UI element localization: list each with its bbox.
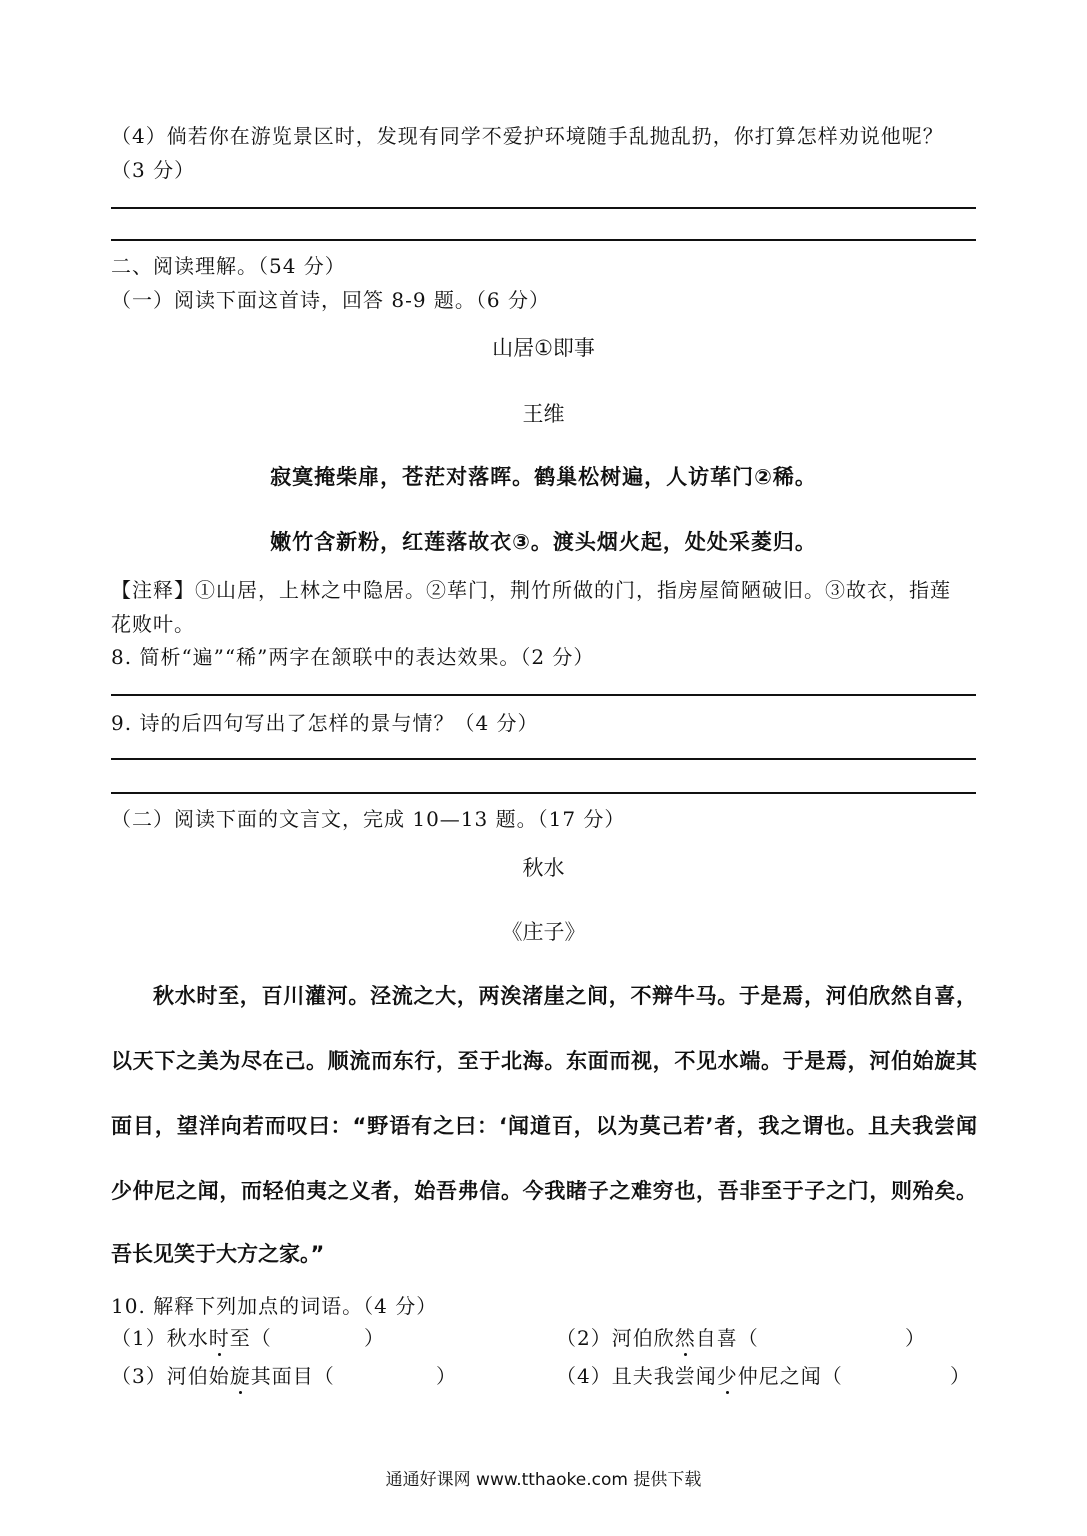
poem-line: 寂寞掩柴扉，苍茫对落晖。鹤巢松树遍，人访荜门②稀。 — [270, 465, 817, 489]
q10-item-text: （3）河伯始 — [111, 1364, 230, 1388]
q10-item-text: 自喜（ — [695, 1326, 759, 1350]
poem-note: 花败叶。 — [111, 612, 195, 636]
question-8: 8. 简析“遍”“稀”两字在颔联中的表达效果。（2 分） — [111, 645, 595, 669]
q10-item-1-close: ） — [364, 1326, 385, 1350]
q10-item-3-close: ） — [436, 1364, 457, 1388]
section-heading: 二、阅读理解。（54 分） — [111, 254, 346, 278]
passage-source: 《庄子》 — [501, 920, 586, 944]
q10-item-text: 至（ — [229, 1326, 272, 1350]
passage-line: 面目，望洋向若而叹曰：“野语有之曰：‘闻道百，以为莫己若’者，我之谓也。且夫我尝闻 — [111, 1114, 977, 1138]
dotted-word: 然 — [674, 1326, 696, 1350]
passage-line: 吾长见笑于大方之家。” — [111, 1242, 325, 1266]
q10-item-1 — [111, 1322, 272, 1351]
passage-line: 以天下之美为尽在己。顺流而东行，至于北海。东面而视，不见水端。于是焉，河伯始旋其 — [111, 1049, 977, 1073]
poem-author: 王维 — [522, 402, 565, 426]
q10-item-2 — [556, 1322, 759, 1351]
dotted-word: 时 — [208, 1326, 230, 1350]
q10-item-text: （2）河伯欣 — [556, 1326, 675, 1350]
q10-item-text: 其面目（ — [250, 1364, 335, 1388]
q10-item-2-close: ） — [905, 1326, 926, 1350]
part2-intro: （二）阅读下面的文言文，完成 10—13 题。（17 分） — [111, 807, 626, 831]
poem-title: 山居①即事 — [492, 336, 595, 360]
answer-line — [111, 792, 976, 794]
passage-title: 秋水 — [522, 856, 565, 880]
poem-note: 【注释】①山居，上林之中隐居。②荜门，荆竹所做的门，指房屋简陋破旧。③故衣，指莲 — [111, 578, 951, 602]
passage-line: 秋水时至，百川灌河。泾流之大，两涘渚崖之间，不辩牛马。于是焉，河伯欣然自喜， — [153, 984, 977, 1008]
q4-line2: （3 分） — [111, 158, 196, 182]
q10-item-text: 仲尼之闻（ — [737, 1364, 843, 1388]
part1-intro: （一）阅读下面这首诗，回答 8-9 题。（6 分） — [111, 288, 551, 312]
question-9: 9. 诗的后四句写出了怎样的景与情？（4 分） — [111, 711, 539, 735]
dotted-word: 旋 — [229, 1364, 251, 1388]
q10-item-text: （1）秋水 — [111, 1326, 209, 1350]
q10-item-3 — [111, 1360, 335, 1389]
q10-item-4-close: ） — [950, 1364, 971, 1388]
q10-item-text: （4）且夫我尝闻 — [556, 1364, 717, 1388]
answer-line — [111, 758, 976, 760]
answer-line — [111, 207, 976, 209]
dotted-word: 少 — [716, 1364, 738, 1388]
q10-item-4 — [556, 1360, 843, 1389]
answer-line — [111, 239, 976, 241]
footer-text: 通通好课网 www.tthaoke.com 提供下载 — [385, 1470, 702, 1490]
passage-line: 少仲尼之闻，而轻伯夷之义者，始吾弗信。今我睹子之难穷也，吾非至于子之门，则殆矣。 — [111, 1179, 977, 1203]
answer-line — [111, 694, 976, 696]
poem-line: 嫩竹含新粉，红莲落故衣③。渡头烟火起，处处采菱归。 — [270, 530, 817, 554]
question-10: 10. 解释下列加点的词语。（4 分） — [111, 1294, 438, 1318]
q4-line1: （4）倘若你在游览景区时，发现有同学不爱护环境随手乱抛乱扔，你打算怎样劝说他呢？ — [111, 124, 944, 148]
